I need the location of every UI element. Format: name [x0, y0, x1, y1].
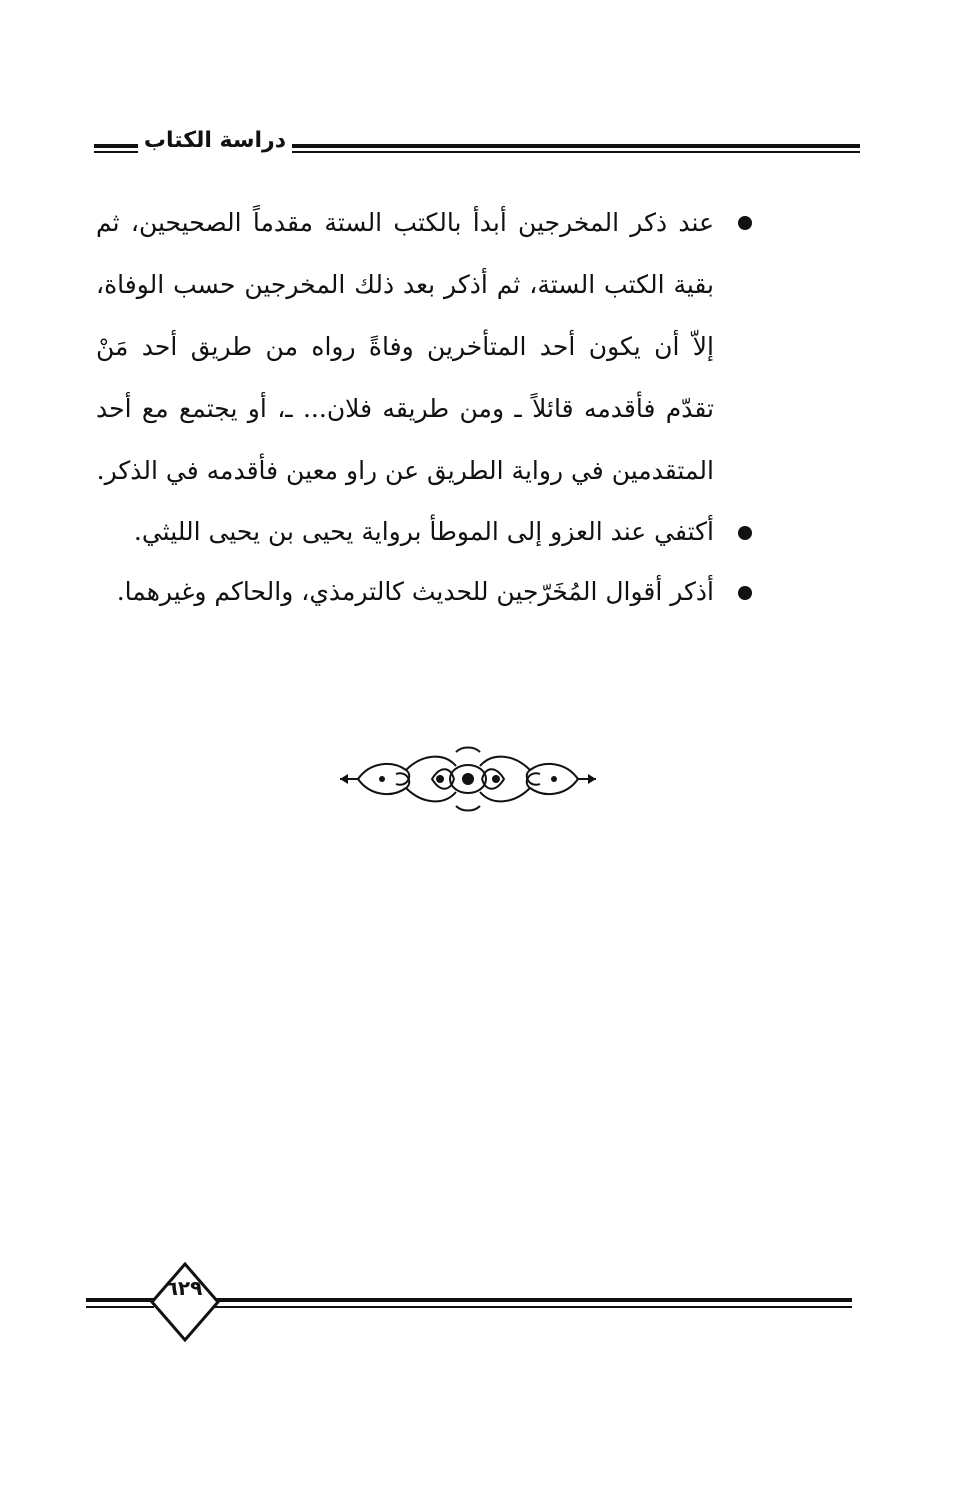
header-rule-right-bottom — [290, 151, 860, 153]
list-item — [96, 192, 760, 502]
page-title: دراسة الكتاب — [138, 126, 292, 156]
bullet-dot-icon — [738, 216, 752, 230]
footer-rule-left-top — [86, 1298, 154, 1302]
list-item — [96, 502, 760, 562]
footer-rule-right-top — [214, 1298, 852, 1302]
list-item — [96, 562, 760, 622]
bullet-dot-icon — [738, 586, 752, 600]
bullet-list — [96, 192, 760, 622]
header-rule-right-top — [290, 144, 860, 148]
footer-rule-right-bottom — [214, 1306, 852, 1308]
list-item-text: أكتفي عند العزو إلى الموطأ برواية يحيى بن يحيى الليثي. — [133, 517, 714, 546]
list-item-text: أذكر أقوال المُخَرّجين للحديث كالترمذي، والحاكم وغيرهما. — [116, 577, 714, 606]
arabesque-ornament-icon — [336, 744, 600, 814]
footer-rule-left-bottom — [86, 1306, 154, 1308]
page-number: ٦٢٩ — [165, 1276, 203, 1300]
page-footer — [86, 1262, 852, 1342]
page-header — [90, 126, 860, 160]
list-item-text: عند ذكر المخرجين أبدأ بالكتب الستة مقدماً الصحيحين، ثم بقية الكتب الستة، ثم أذكر بعد ذلك المخرجين حسب الوفاة، إلاّ أن يكون أحد المتأخرين وفاةً رواه من طريق أحد مَنْ تقدّم فأقدمه قائلاً ـ ومن طريقه فلان... ـ، أو يجتمع مع أحد المتقدمين في رواية الطريق عن راو معين فأقدمه في الذكر. — [96, 208, 714, 485]
bullet-dot-icon — [738, 526, 752, 540]
